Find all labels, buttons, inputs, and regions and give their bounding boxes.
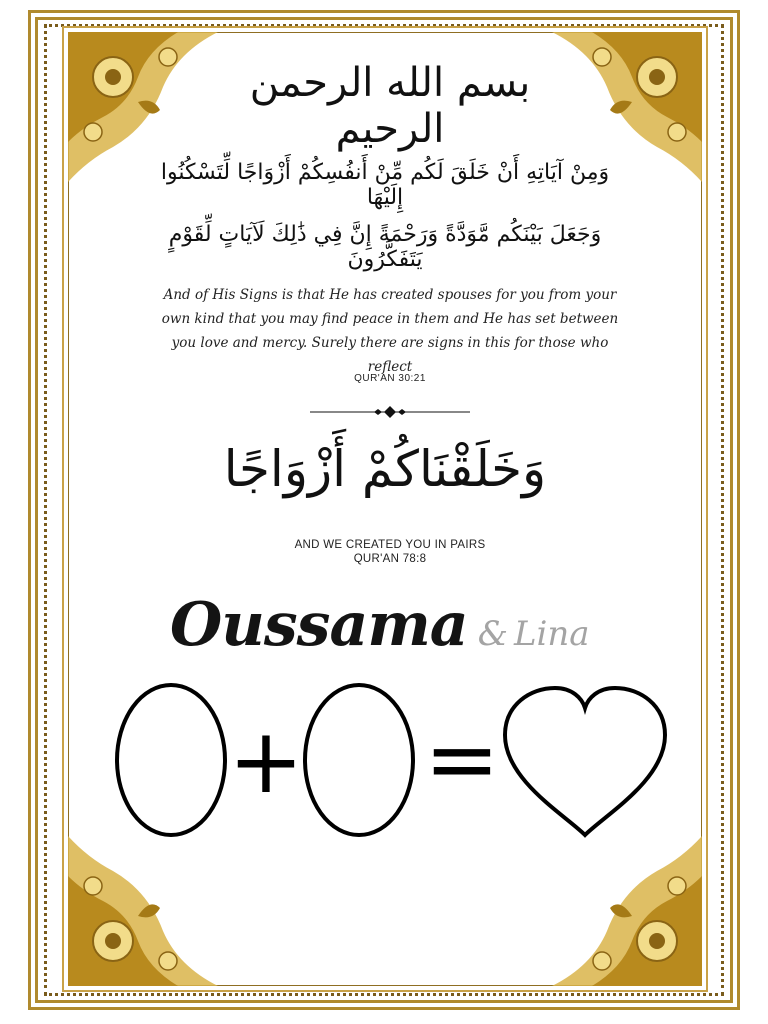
corner-ornament-bottom-right <box>532 816 702 986</box>
second-name: Lina <box>513 614 590 654</box>
verse-reference-78-8: QUR'AN 78:8 <box>353 553 427 565</box>
oval-right <box>305 685 413 835</box>
verse-english-pairs-text: AND WE CREATED YOU IN PAIRS <box>294 539 486 551</box>
ornamental-divider <box>310 404 470 420</box>
plus-sign: + <box>228 709 304 814</box>
corner-ornament-bottom-left <box>68 816 238 986</box>
ampersand: & <box>477 614 508 654</box>
love-equation <box>110 680 680 840</box>
verse-english-translation: And of His Signs is that He has created spouses for you from your own kind that you may find peace in them and He has set between you love and mercy. Surely there are signs in this for those who reflect <box>161 287 619 375</box>
verse-english-pairs <box>250 538 530 566</box>
heart-icon <box>505 688 665 835</box>
basmala-calligraphy: بسم الله الرحمن الرحيم <box>249 60 531 152</box>
verse-arabic-line-1: وَمِنْ آيَاتِهِ أَنْ خَلَقَ لَكُم مِّنْ أَنفُسِكُمْ أَزْوَاجًا لِّتَسْكُنُوا إِلَيْهَا <box>160 160 610 210</box>
equals-sign: = <box>424 707 500 812</box>
verse-arabic-line-2: وَجَعَلَ بَيْنَكُم مَّوَدَّةً وَرَحْمَةً إِنَّ فِي ذَٰلِكَ لَآيَاتٍ لِّقَوْمٍ يَتَفَكَّرُونَ <box>168 222 602 272</box>
first-name: Oussama <box>170 590 468 660</box>
verse-arabic-pairs: وَخَلَقْنَاكُمْ أَزْوَاجًا <box>223 440 547 498</box>
oval-left <box>117 685 225 835</box>
couple-names <box>170 590 640 680</box>
verse-reference-30-21: QUR'AN 30:21 <box>354 373 426 384</box>
